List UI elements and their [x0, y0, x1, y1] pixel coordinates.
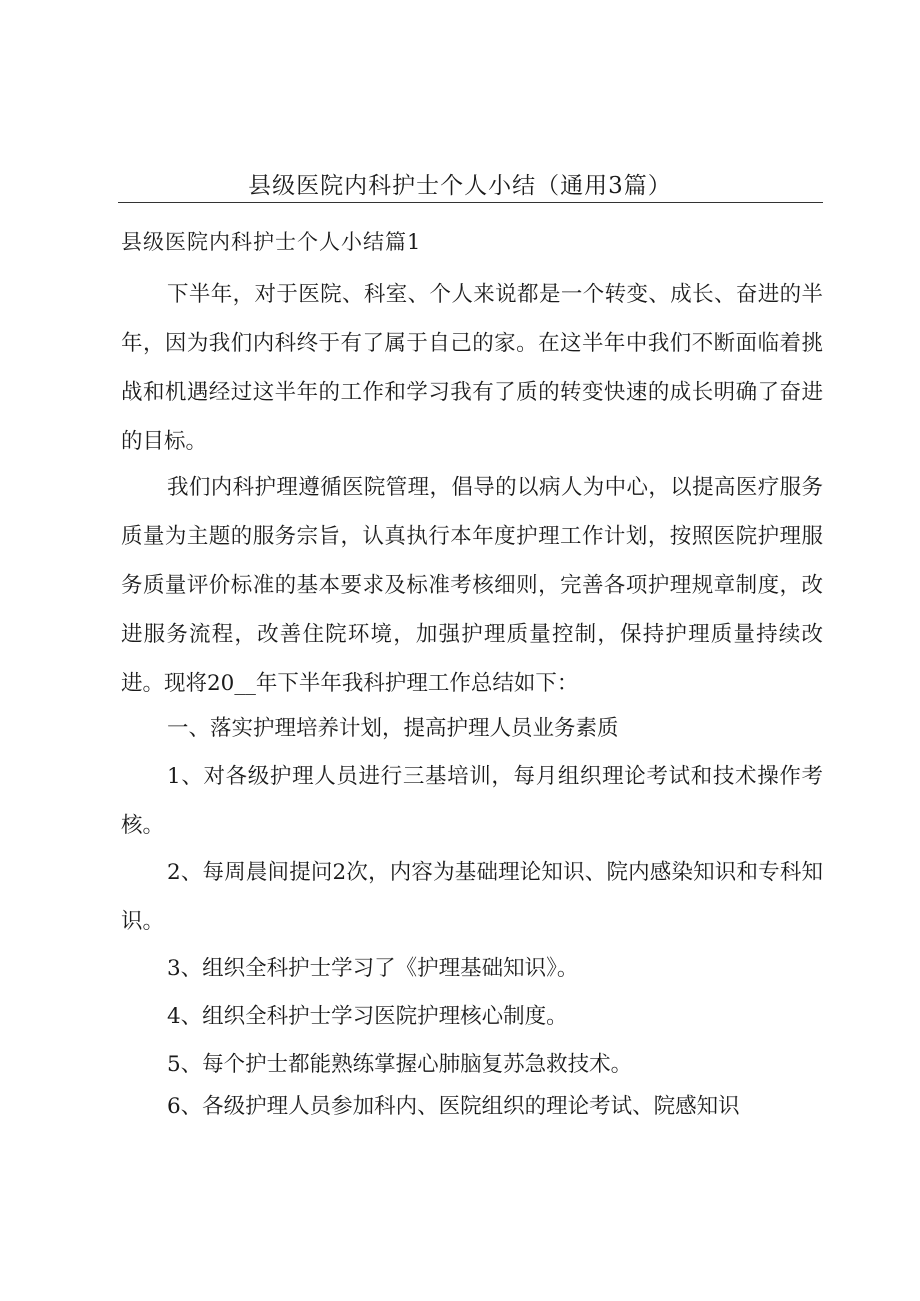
- paragraph-nursing-policy: 我们内科护理遵循医院管理，倡导的以病人为中心，以提高医疗服务质量为主题的服务宗旨，认真执行本年度护理工作计划，按照医院护理服务质量评价标准的基本要求及标准考核细则，完善各项护理规章制度，改进服务流程，改善住院环境，加强护理质量控制，保持护理质量持续改进。现将20__年下半年我科护理工作总结如下：: [121, 475, 823, 696]
- document-title: 县级医院内科护士个人小结（通用3篇）: [248, 173, 672, 199]
- paragraph-intro: 下半年，对于医院、科室、个人来说都是一个转变、成长、奋进的半年，因为我们内科终于有了属于自己的家。在这半年中我们不断面临着挑战和机遇经过这半年的工作和学习我有了质的转变快速的成长明确了奋进的目标。: [121, 282, 823, 454]
- list-item-1: 1、对各级护理人员进行三基培训，每月组织理论考试和技术操作考核。: [121, 764, 823, 838]
- paragraph-heading-training: 一、落实护理培养计划，提高护理人员业务素质: [167, 716, 619, 741]
- section-heading: 县级医院内科护士个人小结篇1: [121, 230, 422, 254]
- list-item-3: 3、组织全科护士学习了《护理基础知识》。: [167, 956, 579, 981]
- list-item-2: 2、每周晨间提问2次，内容为基础理论知识、院内感染知识和专科知识。: [121, 860, 823, 934]
- list-item-5: 5、每个护士都能熟练掌握心肺脑复苏急救技术。: [167, 1052, 633, 1077]
- list-item-6: 6、各级护理人员参加科内、医院组织的理论考试、院感知识: [167, 1094, 740, 1119]
- list-item-4: 4、组织全科护士学习医院护理核心制度。: [167, 1004, 568, 1029]
- title-underline: [118, 202, 823, 203]
